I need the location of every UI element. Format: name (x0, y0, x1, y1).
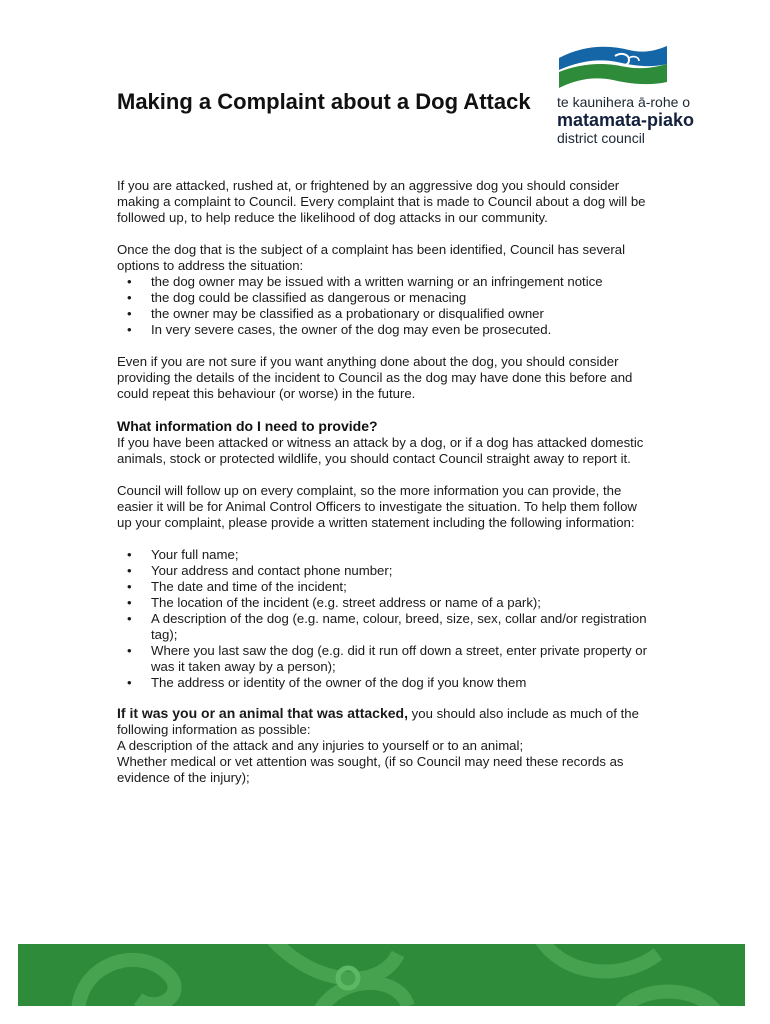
attack-lead: If it was you or an animal that was attacked, (117, 705, 408, 721)
list-item: • A description of the dog (e.g. name, colour, breed, size, sex, collar and/or registration tag); (151, 611, 647, 643)
intro-paragraph: If you are attacked, rushed at, or frightened by an aggressive dog you should consider making a complaint to Council. Every complaint that is made to Council about a dog will be followed up, to help reduce the likelihood of dog attacks in our community. (117, 178, 646, 225)
council-logo-icon (559, 44, 669, 92)
list-item: • the dog could be classified as dangerous or menacing (151, 290, 647, 306)
footer-banner (18, 944, 745, 1006)
section-paragraph-1: If you have been attacked or witness an attack by a dog, or if a dog has attacked domestic animals, stock or protected wildlife, you should contact Council straight away to report it. (117, 435, 644, 466)
list-item: • The address or identity of the owner of the dog if you know them (151, 675, 647, 691)
list-item: • In very severe cases, the owner of the dog may even be prosecuted. (151, 322, 647, 338)
document-body (117, 178, 647, 786)
attack-line-2: Whether medical or vet attention was sought, (if so Council may need these records as evidence of the injury); (117, 754, 624, 785)
list-item: • Your full name; (151, 547, 647, 563)
document-title: Making a Complaint about a Dog Attack (117, 89, 531, 114)
info-list (117, 547, 647, 691)
list-item: • The location of the incident (e.g. street address or name of a park); (151, 595, 647, 611)
attack-paragraph (117, 705, 647, 738)
attack-rest: you should also include as much of the following information as possible: (117, 706, 639, 737)
options-intro: Once the dog that is the subject of a complaint has been identified, Council has several options to address the situation: (117, 242, 626, 273)
section-heading: What information do I need to provide? (117, 418, 378, 434)
logo-text-line2: matamata-piako (557, 110, 695, 130)
logo-text-line3: district council (557, 130, 645, 146)
list-item: • the dog owner may be issued with a written warning or an infringement notice (151, 274, 647, 290)
list-item: • The date and time of the incident; (151, 579, 647, 595)
list-item: • the owner may be classified as a probationary or disqualified owner (151, 306, 647, 322)
logo-text-line1: te kaunihera ā-rohe o (557, 94, 691, 110)
section-paragraph-2: Council will follow up on every complaint, so the more information you can provide, the easier it will be for Animal Control Officers to investigate the situation. To help them follow up your complaint, please provide a written statement including the following information: (117, 483, 637, 530)
list-item: • Your address and contact phone number; (151, 563, 647, 579)
council-logo (557, 44, 727, 148)
attack-line-1: A description of the attack and any injuries to yourself or to an animal; (117, 738, 524, 753)
unsure-paragraph: Even if you are not sure if you want anything done about the dog, you should consider providing the details of the incident to Council as the dog may have done this before and could repeat this behaviour (or worse) in the future. (117, 354, 633, 401)
options-list (117, 274, 647, 338)
list-item: • Where you last saw the dog (e.g. did it run off down a street, enter private property or was it taken away by a person); (151, 643, 647, 675)
